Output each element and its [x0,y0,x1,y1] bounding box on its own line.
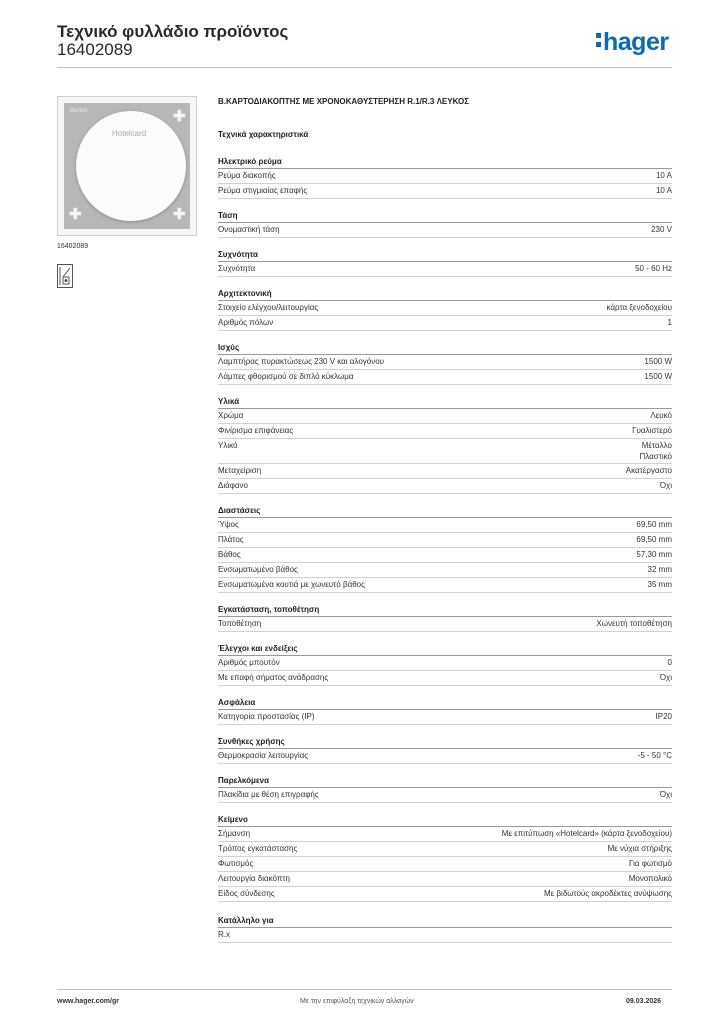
spec-value [544,888,672,900]
spec-label: Ενσωματωμένο βάθος [218,565,298,574]
spec-value-line: Με επιτύπωση «Hotelcard» (κάρτα ξενοδοχείου) [501,829,672,838]
spec-value-line: 1500 W [644,372,672,381]
spec-row [218,301,672,316]
spec-value [636,519,672,531]
spec-label: Μεταχείριση [218,466,262,475]
spec-label: Υλικό [218,441,238,450]
spec-row [218,409,672,424]
spec-value-line: 10 A [655,171,672,180]
spec-value [629,858,672,870]
spec-row [218,842,672,857]
spec-group [218,737,672,764]
spec-row [218,578,672,593]
plate-corner-cross-icon: ✚ [173,108,186,125]
spec-value [636,549,672,561]
spec-label: Αριθμός πόλων [218,318,274,327]
footer-website-link[interactable]: www.hager.com/gr [57,998,119,1005]
spec-row [218,439,672,464]
spec-row [218,788,672,803]
spec-label: Στοιχείο ελέγχου/λειτουργίας [218,303,319,312]
spec-label: Ύψος [218,520,239,529]
flush-mount-symbol-icon [57,264,73,288]
spec-label: Φινίρισμα επιφάνειας [218,426,294,435]
spec-group-title: Παρελκόμενα [218,776,672,788]
spec-value [644,356,672,368]
spec-label: Ονομαστική τάση [218,225,280,234]
spec-group [218,157,672,199]
switch-plate [64,103,190,229]
spec-value [656,170,672,182]
spec-value-line: -5 - 50 °C [637,751,672,760]
spec-label: Διάφανο [218,481,249,490]
spec-value-line: 10 A [655,186,672,195]
spec-value [668,317,672,329]
spec-group [218,250,672,277]
spec-group [218,698,672,725]
spec-value-line: Χωνευτή τοποθέτηση [596,619,672,628]
spec-row [218,857,672,872]
spec-value-line: Όχι [659,673,672,682]
spec-group-title: Αρχιτεκτονική [218,289,672,301]
hotelcard-print: Hotelcard [112,129,147,138]
spec-row [218,533,672,548]
logo-text: hager [603,28,669,56]
spec-row [218,656,672,671]
spec-label: Φωτισμός [218,859,254,868]
spec-value [608,843,672,855]
spec-row [218,518,672,533]
spec-value [636,534,672,546]
spec-value-line: Ακατέργαστο [625,466,672,475]
plate-corner-cross-icon: ✚ [173,206,186,223]
spec-label: Τοποθέτηση [218,619,262,628]
spec-label: Είδος σύνδεσης [218,889,275,898]
spec-value-line: Μέταλλο [641,441,672,450]
spec-value [660,480,672,492]
spec-value-line: Όχι [659,481,672,490]
spec-group-title: Ασφάλεια [218,698,672,710]
spec-label: Ρεύμα διακοπής [218,171,276,180]
header-divider [57,67,672,68]
spec-value [632,425,672,437]
spec-value-line: 230 V [651,225,672,234]
spec-row [218,617,672,632]
spec-group [218,211,672,238]
spec-label: Λαμπτήρας πυρακτώσεως 230 V και αλογόνου [218,357,385,366]
spec-value [656,711,672,723]
spec-group [218,397,672,494]
spec-group [218,343,672,385]
footer-date: 09.03.2026 [626,998,662,1005]
spec-value-line: Πλαστικό [639,452,672,461]
spec-row [218,424,672,439]
footer-notice: Με την επιφύλαξη τεχνικών αλλαγών [300,998,414,1005]
spec-value-line: Όχι [659,790,672,799]
spec-label: Θερμοκρασία λειτουργίας [218,751,309,760]
spec-row [218,563,672,578]
spec-value-line: 32 mm [647,565,672,574]
spec-value-line: Με νύχια στήριξης [607,844,672,853]
product-code: 16402089 [57,40,133,59]
spec-label: Λάμπες φθορισμού σε διπλό κύκλωμα [218,372,354,381]
spec-value [596,618,672,630]
spec-group-title: Ηλεκτρικό ρεύμα [218,157,672,169]
spec-value [606,302,672,314]
spec-value-line: Με βιδωτούς ακροδέκτες ανύψωσης [543,889,672,898]
spec-value-line: 57,30 mm [636,550,672,559]
spec-value [656,185,672,197]
spec-row [218,184,672,199]
spec-value [648,579,672,591]
spec-value-line: 1500 W [644,357,672,366]
spec-value-line: 1 [667,318,672,327]
spec-group-title: Υλικά [218,397,672,409]
spec-label: Βάθος [218,550,241,559]
plate-corner-cross-icon: ✚ [69,206,82,223]
spec-value-line: 0 [667,658,672,667]
spec-row [218,316,672,331]
spec-value [626,465,672,477]
spec-label: Αριθμός μπουτόν [218,658,280,667]
spec-label: Πλάτος [218,535,244,544]
spec-row [218,827,672,842]
hager-logo[interactable] [596,28,669,57]
spec-group [218,605,672,632]
spec-value [639,440,672,462]
spec-label: Σήμανση [218,829,251,838]
spec-row [218,548,672,563]
spec-group-title: Κείμενο [218,815,672,827]
spec-group [218,289,672,331]
logo-dots-icon [596,33,602,51]
document-title: Τεχνικό φυλλάδιο προϊόντος [57,22,289,41]
spec-value-line: 50 - 60 Hz [635,264,672,273]
spec-value [629,873,672,885]
spec-label: Χρώμα [218,411,244,420]
suitable-for-section [218,916,672,943]
spec-value [651,224,672,236]
spec-value [638,750,672,762]
spec-value [635,263,672,275]
spec-row [218,464,672,479]
spec-group [218,815,672,902]
spec-label: Συχνότητα [218,264,256,273]
spec-value [502,828,672,840]
spec-group-title: Συνθήκες χρήσης [218,737,672,749]
spec-row [218,262,672,277]
spec-value-line: Για φωτισμό [629,859,672,868]
spec-value [660,672,672,684]
spec-row [218,355,672,370]
spec-table [218,157,672,914]
spec-row [218,169,672,184]
spec-value-line: IP20 [655,712,672,721]
spec-value [650,410,672,422]
spec-label: Με επαφή σήματος ανάδρασης [218,673,329,682]
suitable-for-row [218,928,672,943]
spec-value-line: Γυαλιστερό [632,426,672,435]
image-caption: 16402089 [57,243,89,250]
suitable-for-title: Κατάλληλο για [218,916,672,928]
spec-group-title: Εγκατάσταση, τοποθέτηση [218,605,672,617]
plate-brand-label: Berker [70,108,88,114]
spec-group [218,506,672,593]
spec-row [218,479,672,494]
spec-label: Ρεύμα στιγμιαίας επαφής [218,186,308,195]
spec-row [218,671,672,686]
specs-heading: Τεχνικά χαρακτηριστικά [218,130,309,139]
spec-row [218,223,672,238]
spec-label: Λειτουργία διακόπτη [218,874,290,883]
spec-row [218,370,672,385]
spec-group-title: Τάση [218,211,672,223]
spec-label: Ενσωματωμένα κουτιά με χωνευτό βάθος [218,580,365,589]
spec-row [218,749,672,764]
spec-value-line: 35 mm [647,580,672,589]
spec-value [668,657,672,669]
spec-label: Κατηγορία προστασίας (IP) [218,712,315,721]
spec-group-title: Ισχύς [218,343,672,355]
product-name: B.ΚΑΡΤΟΔΙΑΚΟΠΤΗΣ ΜΕ ΧΡΟΝΟΚΑΘΥΣΤΕΡΗΣΗ R.1/R.3 ΛΕΥΚΟΣ [218,97,470,106]
spec-value-line: 69,50 mm [636,535,672,544]
spec-group [218,776,672,803]
spec-group-title: Έλεγχοι και ενδείξεις [218,644,672,656]
spec-value-line: κάρτα ξενοδοχείου [606,303,672,312]
spec-group-title: Διαστάσεις [218,506,672,518]
spec-value-line: Μονοπολικό [628,874,672,883]
spec-row [218,887,672,902]
suitable-for-value: R.x [218,930,230,939]
spec-value-line: Λευκό [650,411,672,420]
spec-row [218,710,672,725]
spec-group [218,644,672,686]
spec-label: Τρόπος εγκατάστασης [218,844,298,853]
product-image [57,96,197,236]
spec-value [660,789,672,801]
spec-value [644,371,672,383]
spec-value [648,564,672,576]
spec-value-line: 69,50 mm [636,520,672,529]
footer-divider [57,989,672,990]
spec-row [218,872,672,887]
spec-label: Πλακίδια με θέση επιγραφής [218,790,319,799]
spec-group-title: Συχνότητα [218,250,672,262]
